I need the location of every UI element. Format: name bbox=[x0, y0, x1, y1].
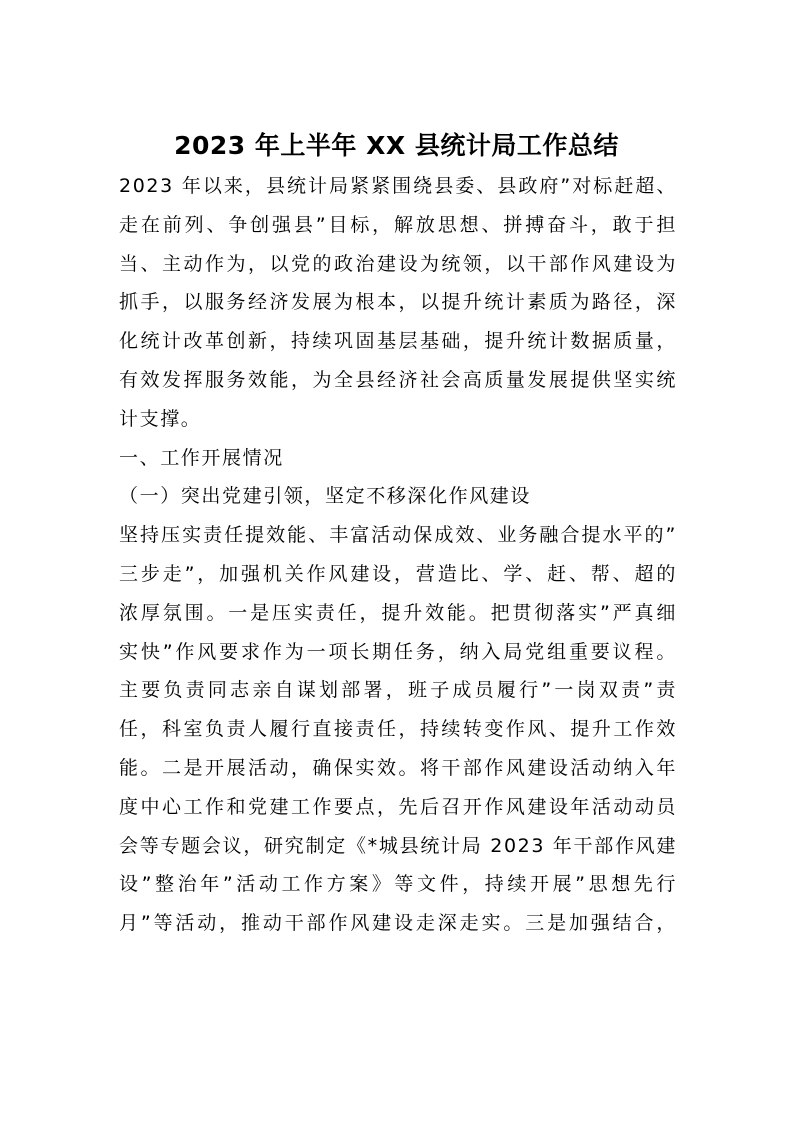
body-line: 能。二是开展活动，确保实效。将干部作风建设活动纳入年 bbox=[119, 756, 677, 779]
intro-line: 化统计改革创新，持续巩固基层基础，提升统计数据质量， bbox=[119, 330, 677, 353]
body-line: 会等专题会议，研究制定《*城县统计局 2023 年干部作风建 bbox=[119, 834, 677, 857]
body-line: 度中心工作和党建工作要点，先后召开作风建设年活动动员 bbox=[119, 795, 677, 818]
subsection-heading: （一）突出党建引领，坚定不移深化作风建设 bbox=[119, 485, 532, 508]
intro-line: 走在前列、争创强县”目标，解放思想、拼搏奋斗，敢于担 bbox=[119, 213, 677, 236]
section-heading: 一、工作开展情况 bbox=[119, 446, 284, 469]
intro-line: 当、主动作为，以党的政治建设为统领，以干部作风建设为 bbox=[119, 252, 677, 275]
body-line: 浓厚氛围。一是压实责任，提升效能。把贯彻落实”严真细 bbox=[119, 601, 677, 624]
intro-line: 计支撑。 bbox=[119, 407, 202, 430]
intro-paragraph bbox=[119, 167, 677, 439]
body-line: 月”等活动，推动干部作风建设走深走实。三是加强结合， bbox=[119, 912, 677, 935]
document-title: 2023 年上半年 XX 县统计局工作总结 bbox=[174, 131, 619, 160]
body-paragraph bbox=[119, 516, 677, 943]
body-line: 三步走”，加强机关作风建设，营造比、学、赶、帮、超的 bbox=[119, 562, 677, 585]
intro-line: 2023 年以来，县统计局紧紧围绕县委、县政府”对标赶超、 bbox=[119, 175, 677, 197]
body-line: 主要负责同志亲自谋划部署，班子成员履行”一岗双责”责 bbox=[119, 679, 677, 702]
body-line: 任，科室负责人履行直接责任，持续转变作风、提升工作效 bbox=[119, 718, 677, 741]
body-line: 坚持压实责任提效能、丰富活动保成效、业务融合提水平的” bbox=[119, 524, 677, 547]
intro-line: 抓手，以服务经济发展为根本，以提升统计素质为路径，深 bbox=[119, 291, 677, 314]
document-body bbox=[119, 167, 677, 943]
body-line: 设”整治年”活动工作方案》等文件，持续开展”思想先行 bbox=[119, 873, 677, 896]
intro-line: 有效发挥服务效能，为全县经济社会高质量发展提供坚实统 bbox=[119, 368, 677, 391]
body-line: 实快”作风要求作为一项长期任务，纳入局党组重要议程。 bbox=[119, 640, 677, 663]
